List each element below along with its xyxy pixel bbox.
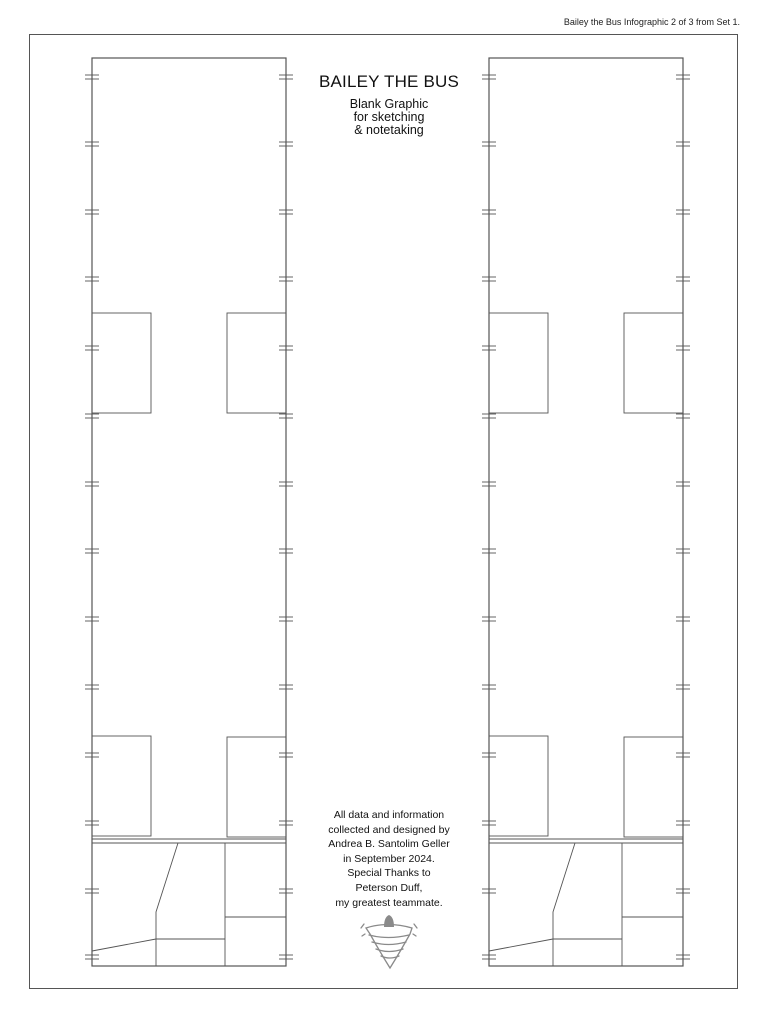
credits-line: in September 2024. — [343, 852, 435, 865]
front-wheel-well-right — [227, 737, 286, 837]
header-note: Bailey the Bus Infographic 2 of 3 from Set 1. — [563, 17, 740, 27]
bus-floorplan-right — [481, 57, 691, 969]
ship-bow-logo-icon — [358, 912, 422, 972]
credits-line: Special Thanks to — [347, 867, 431, 880]
credits-block — [300, 808, 478, 910]
subtitle-line: Blank Graphic — [349, 97, 429, 111]
entry-step-line — [92, 939, 156, 951]
subtitle-line: for sketching — [353, 110, 425, 124]
credits-line: Peterson Duff, — [355, 881, 423, 894]
rear-wheel-well-left — [489, 313, 548, 413]
rear-wheel-well-right — [227, 313, 286, 413]
rear-wheel-well-right — [624, 313, 683, 413]
page-subtitle — [290, 98, 488, 137]
credits-line: my greatest teammate. — [335, 896, 443, 909]
bus-body-outline — [489, 58, 683, 966]
credits-line: collected and designed by — [328, 823, 450, 836]
driver-area-outline — [553, 843, 575, 966]
credits-line: Andrea B. Santolim Geller — [328, 838, 450, 851]
subtitle-line: & notetaking — [354, 123, 424, 137]
front-wheel-well-left — [92, 736, 151, 836]
driver-area-outline — [156, 843, 178, 966]
title-block — [290, 72, 488, 137]
bus-body-outline — [92, 58, 286, 966]
front-wheel-well-left — [489, 736, 548, 836]
credits-line: All data and information — [333, 809, 445, 821]
rear-wheel-well-left — [92, 313, 151, 413]
bus-floorplan-left — [84, 57, 294, 969]
entry-step-line — [489, 939, 553, 951]
front-wheel-well-right — [624, 737, 683, 837]
page-title: BAILEY THE BUS — [318, 72, 460, 91]
